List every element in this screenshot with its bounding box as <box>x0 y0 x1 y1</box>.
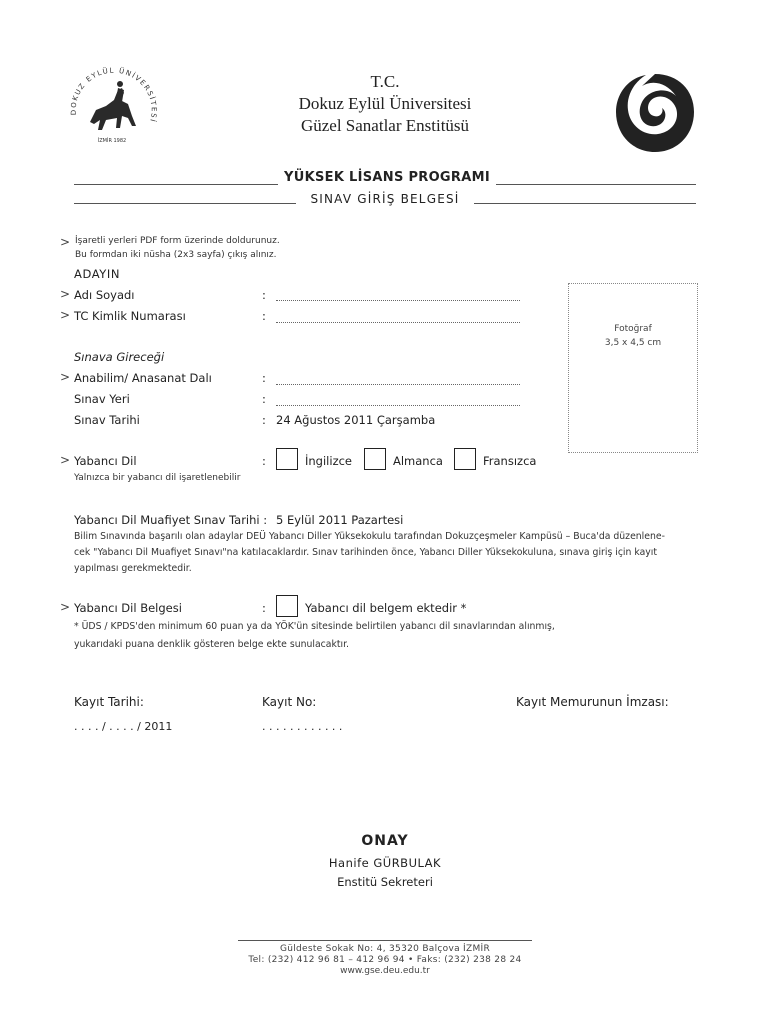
german-label: Almanca <box>393 454 443 468</box>
certificate-note-1: * ÜDS / KPDS'den minimum 60 puan ya da YÖK'ün sitesinde belirtilen yabancı dil sınavlarından alınmış, <box>74 621 555 632</box>
photo-box <box>568 283 698 453</box>
language-note: Yalnızca bir yabancı dil işaretlenebilir <box>74 473 241 483</box>
id-colon: : <box>262 309 266 323</box>
place-label: Sınav Yeri <box>74 392 130 406</box>
exam-section-title: Sınava Gireceği <box>74 350 165 364</box>
id-arrow: > <box>60 308 71 322</box>
approval-title: ONAY <box>361 833 409 849</box>
approval-name: Hanife GÜRBULAK <box>328 856 442 870</box>
subtitle-rule-left <box>74 203 296 204</box>
department-colon: : <box>262 371 266 385</box>
english-checkbox[interactable] <box>276 448 298 470</box>
program-title: YÜKSEK LİSANS PROGRAMI <box>284 170 490 185</box>
document-title: SINAV GİRİŞ BELGESİ <box>310 192 460 206</box>
header-tc: T.C. <box>370 72 400 91</box>
language-colon: : <box>262 454 266 468</box>
footer-rule <box>238 940 532 941</box>
instruction-arrow: > <box>60 235 71 249</box>
registration-no-value: . . . . . . . . . . . . <box>262 720 343 733</box>
instruction-line1: İşaretli yerleri PDF form üzerinde doldurunuz. <box>75 236 280 246</box>
french-checkbox[interactable] <box>454 448 476 470</box>
department-label: Anabilim/ Anasanat Dalı <box>74 371 212 385</box>
language-label: Yabancı Dil <box>74 454 137 468</box>
date-label: Sınav Tarihi <box>74 413 140 427</box>
exemption-date: 5 Eylül 2011 Pazartesi <box>276 513 404 527</box>
exemption-text-2: cek "Yabancı Dil Muafiyet Sınavı"na katılacaklardır. Sınav tarihinden önce, Yabancı Diller Yüksekokuluna, sınava giriş için kayıt <box>74 547 658 558</box>
exemption-text-1: Bilim Sınavında başarılı olan adaylar DEÜ Yabancı Diller Yüksekokulu tarafından Dokuzçeşmeler Kampüsü – Buca'da düzenlene- <box>74 531 665 542</box>
english-label: İngilizce <box>305 454 352 468</box>
exemption-text-3: yapılması gerekmektedir. <box>74 563 192 574</box>
place-field[interactable] <box>276 405 520 406</box>
footer-contact: Tel: (232) 412 96 81 – 412 96 94 • Faks: (232) 238 28 24 <box>248 955 522 965</box>
footer-address: Güldeste Sokak No: 4, 35320 Balçova İZMİR <box>279 944 491 954</box>
seal-year: İZMİR 1982 <box>97 138 127 144</box>
name-arrow: > <box>60 287 71 301</box>
name-label: Adı Soyadı <box>74 288 135 302</box>
department-field[interactable] <box>276 384 520 385</box>
id-label: TC Kimlik Numarası <box>74 309 186 323</box>
date-colon: : <box>262 413 266 427</box>
seal-arc-text: DOKUZ EYLÜL ÜNİVERSİTESİ <box>69 66 158 124</box>
certificate-note-2: yukarıdaki puana denklik gösteren belge ekte sunulacaktır. <box>74 639 350 650</box>
department-arrow: > <box>60 370 71 384</box>
exemption-label: Yabancı Dil Muafiyet Sınav Tarihi : <box>74 513 268 527</box>
footer-web[interactable]: www.gse.deu.edu.tr <box>340 966 430 976</box>
photo-label: Fotoğraf <box>614 324 652 334</box>
certificate-arrow: > <box>60 600 71 614</box>
exam-date-value: 24 Ağustos 2011 Çarşamba <box>276 413 436 427</box>
id-field[interactable] <box>276 322 520 323</box>
french-label: Fransızca <box>483 454 537 468</box>
certificate-label: Yabancı Dil Belgesi <box>74 601 182 615</box>
registration-date-value: . . . . / . . . . / 2011 <box>74 720 173 733</box>
german-checkbox[interactable] <box>364 448 386 470</box>
photo-size: 3,5 x 4,5 cm <box>604 338 662 348</box>
candidate-section-title: ADAYIN <box>74 267 121 281</box>
language-arrow: > <box>60 453 71 467</box>
header-university: Dokuz Eylül Üniversitesi <box>298 94 472 113</box>
registrar-signature-label: Kayıt Memurunun İmzası: <box>516 695 669 709</box>
subtitle-rule-right <box>474 203 696 204</box>
approval-role: Enstitü Sekreteri <box>337 875 433 889</box>
name-colon: : <box>262 288 266 302</box>
header-institute: Güzel Sanatlar Enstitüsü <box>300 116 470 135</box>
title-rule-right <box>496 184 696 185</box>
certificate-checkbox[interactable] <box>276 595 298 617</box>
instruction-line2: Bu formdan iki nüsha (2x3 sayfa) çıkış alınız. <box>75 250 277 260</box>
certificate-colon: : <box>262 601 266 615</box>
registration-no-label: Kayıt No: <box>262 695 317 709</box>
place-colon: : <box>262 392 266 406</box>
name-field[interactable] <box>276 300 520 301</box>
registration-date-label: Kayıt Tarihi: <box>74 695 144 709</box>
certificate-checkbox-label: Yabancı dil belgem ektedir * <box>305 601 467 615</box>
title-rule-left <box>74 184 278 185</box>
